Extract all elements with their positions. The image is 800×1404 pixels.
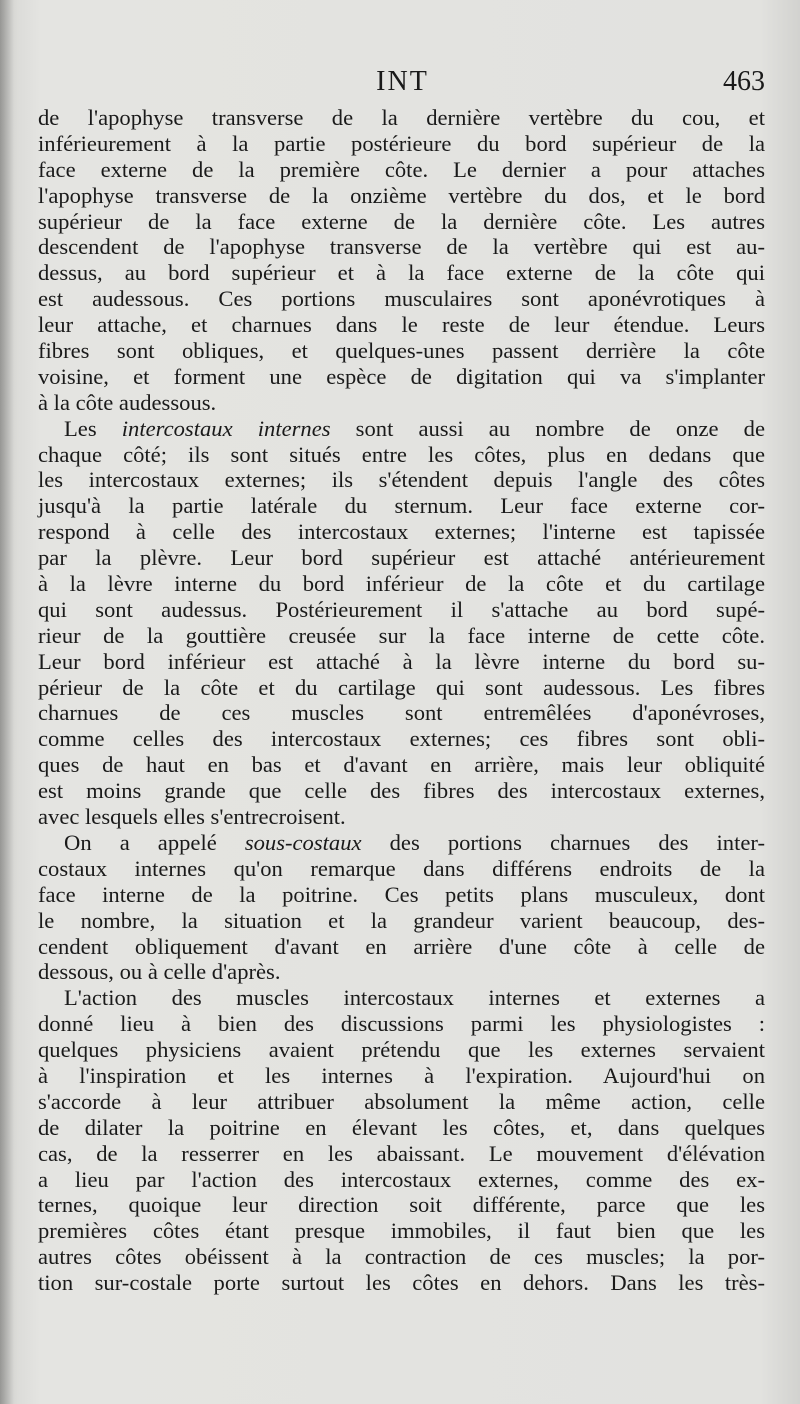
text-line: par la plèvre. Leur bord supérieur est attaché antérieurement [38, 545, 765, 571]
page-number: 463 [723, 66, 765, 97]
text-line: face interne de la poitrine. Ces petits plans musculeux, dont [38, 881, 765, 907]
text-line: ques de haut en bas et d'avant en arrière, mais leur obliquité [38, 752, 765, 778]
text-line: supérieur de la face externe de la dernière côte. Les autres [38, 208, 765, 234]
text-line: rieur de la gouttière creusée sur la face interne de cette côte. [38, 622, 765, 648]
text-line: les intercostaux externes; ils s'étendent depuis l'angle des côtes [38, 467, 765, 493]
text-line: quelques physiciens avaient prétendu que les externes servaient [38, 1037, 765, 1063]
text-line: comme celles des intercostaux externes; ces fibres sont obli- [38, 726, 765, 752]
text-line [38, 830, 765, 856]
paragraph-2 [38, 416, 765, 830]
binding-shadow [0, 0, 14, 1404]
text-line: premières côtes étant presque immobiles, il faut bien que les [38, 1218, 765, 1244]
text-run: Les [64, 415, 122, 441]
text-line: descendent de l'apophyse transverse de la vertèbre qui est au- [38, 234, 765, 260]
text-line: leur attache, et charnues dans le reste de leur étendue. Leurs [38, 312, 765, 338]
text-line: à la côte audessous. [38, 389, 217, 415]
text-line: à la lèvre interne du bord inférieur de la côte et du cartilage [38, 571, 765, 597]
text-run: sont aussi au nombre de onze de [330, 415, 765, 441]
text-line: de l'apophyse transverse de la dernière vertèbre du cou, et [38, 105, 765, 130]
italic-term: sous-costaux [244, 829, 362, 855]
text-line: dessus, au bord supérieur et à la face externe de la côte qui [38, 260, 765, 286]
text-line: inférieurement à la partie postérieure du bord supérieur de la [38, 130, 765, 156]
text-line: Leur bord inférieur est attaché à la lèvre interne du bord su- [38, 648, 765, 674]
running-head: INT [376, 66, 429, 97]
paragraph-1 [38, 105, 765, 416]
italic-term: intercostaux internes [121, 415, 331, 441]
text-line: charnues de ces muscles sont entremêlées d'aponévroses, [38, 700, 765, 726]
text-line [38, 416, 765, 442]
text-line: donné lieu à bien des discussions parmi les physiologistes : [38, 1011, 765, 1037]
text-line: a lieu par l'action des intercostaux externes, comme des ex- [38, 1166, 765, 1192]
paragraph-4 [38, 985, 765, 1296]
paragraph-3 [38, 830, 765, 985]
text-run: On a appelé [64, 829, 245, 855]
text-line: à l'inspiration et les internes à l'expiration. Aujourd'hui on [38, 1062, 765, 1088]
text-line: qui sont audessus. Postérieurement il s'attache au bord supé- [38, 596, 765, 622]
text-line: est moins grande que celle des fibres des intercostaux externes, [38, 778, 765, 804]
text-line: jusqu'à la partie latérale du sternum. Leur face externe cor- [38, 493, 765, 519]
body-text [38, 105, 765, 1296]
text-line: L'action des muscles intercostaux internes et externes a [64, 985, 765, 1011]
text-line: face externe de la première côte. Le dernier a pour attaches [38, 156, 765, 182]
text-line: autres côtes obéissent à la contraction de ces muscles; la por- [38, 1244, 765, 1270]
text-line: le nombre, la situation et la grandeur varient beaucoup, des- [38, 907, 765, 933]
page-header [40, 66, 765, 106]
text-line: de dilater la poitrine en élevant les côtes, et, dans quelques [38, 1114, 765, 1140]
text-line: respond à celle des intercostaux externes; l'interne est tapissée [38, 519, 765, 545]
text-line: cas, de la resserrer en les abaissant. Le mouvement d'élévation [38, 1140, 765, 1166]
text-line: l'apophyse transverse de la onzième vertèbre du dos, et le bord [38, 182, 765, 208]
text-run: des portions charnues des inter- [361, 829, 765, 855]
text-line: périeur de la côte et du cartilage qui sont audessous. Les fibres [38, 674, 765, 700]
text-line: cendent obliquement d'avant en arrière d'une côte à celle de [38, 933, 765, 959]
text-line: dessous, ou à celle d'après. [38, 959, 281, 985]
text-line: chaque côté; ils sont situés entre les côtes, plus en dedans que [38, 441, 765, 467]
text-line: costaux internes qu'on remarque dans différens endroits de la [38, 855, 765, 881]
text-line: s'accorde à leur attribuer absolument la même action, celle [38, 1088, 765, 1114]
text-line: fibres sont obliques, et quelques-unes passent derrière la côte [38, 338, 765, 364]
text-line: tion sur-costale porte surtout les côtes en dehors. Dans les très- [38, 1270, 765, 1296]
text-line: voisine, et forment une espèce de digitation qui va s'implanter [38, 363, 765, 389]
text-line: est audessous. Ces portions musculaires sont aponévrotiques à [38, 286, 765, 312]
text-line: avec lesquels elles s'entrecroisent. [38, 804, 346, 830]
text-line: ternes, quoique leur direction soit différente, parce que les [38, 1192, 765, 1218]
